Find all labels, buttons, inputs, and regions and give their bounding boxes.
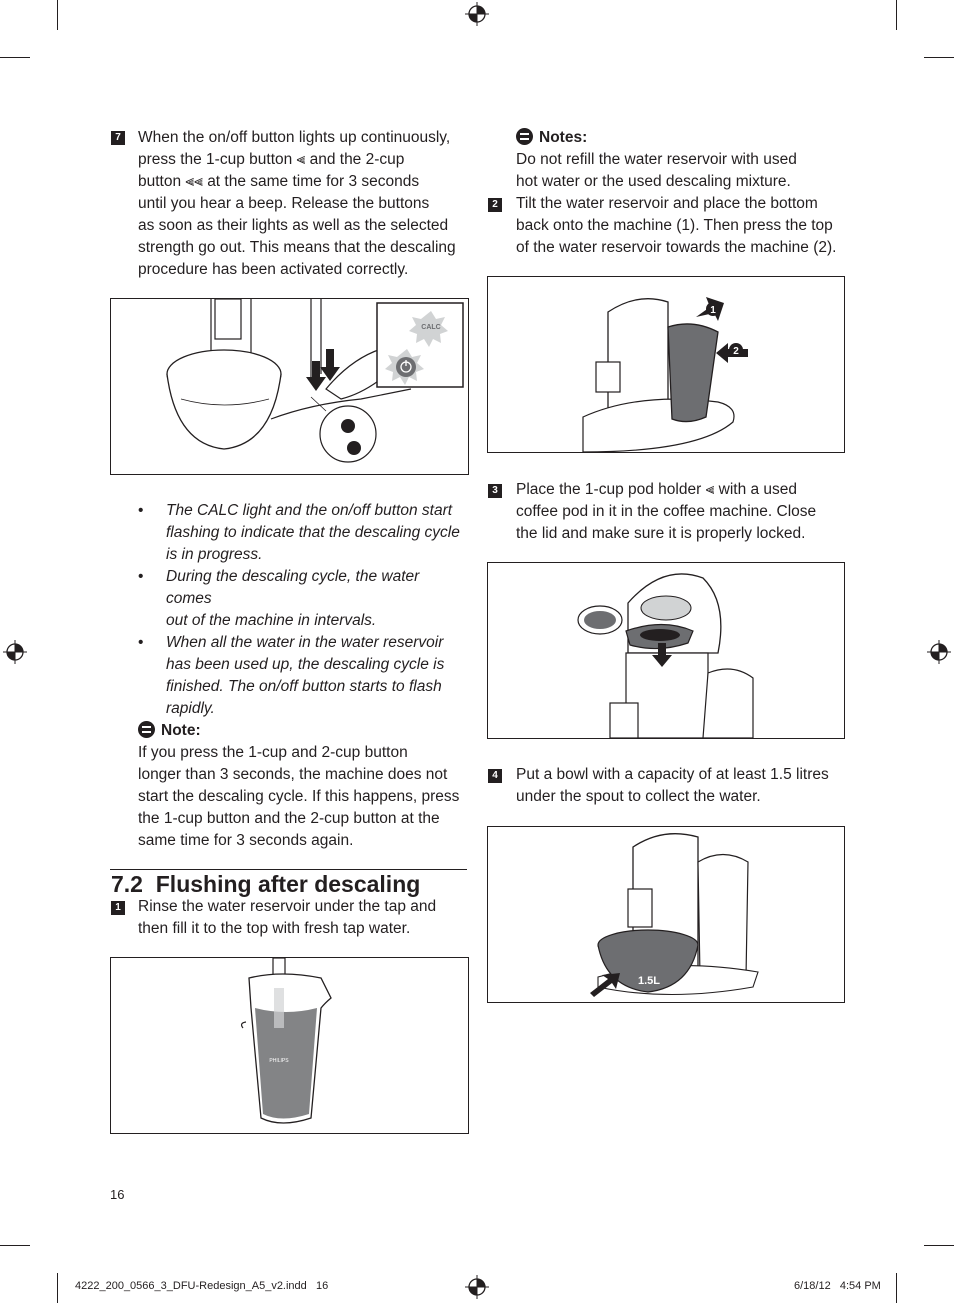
illustration-water-reservoir [110, 957, 469, 1134]
text-line: start the descaling cycle. If this happens, press [138, 788, 460, 805]
step-4-text [516, 764, 856, 808]
crop-mark [57, 1273, 58, 1303]
crop-mark [0, 57, 30, 58]
text-line: finished. The on/off button starts to flash [166, 678, 442, 695]
step-number-badge: 1 [111, 901, 125, 915]
text-line: When all the water in the water reservoir [166, 634, 444, 651]
text-line: out of the machine in intervals. [166, 612, 377, 629]
illustration-reservoir-placement [487, 276, 845, 453]
notes-heading [516, 127, 856, 149]
text-line: If you press the 1-cup and 2-cup button [138, 744, 408, 761]
text-line: then fill it to the top with fresh tap water. [138, 920, 411, 937]
crop-mark [924, 57, 954, 58]
capacity-label: 1.5L [638, 975, 661, 987]
text-line: strength go out. This means that the descaling [138, 239, 456, 256]
text-line: coffee pod in it in the coffee machine. Close [516, 503, 817, 520]
footer-filename: 4222_200_0566_3_DFU-Redesign_A5_v2.indd 16 [75, 1280, 329, 1292]
list-item [138, 632, 468, 720]
text-line: Put a bowl with a capacity of at least 1.5 litres [516, 766, 829, 783]
text-line: Place the 1-cup pod holder ⫷ with a used [516, 481, 798, 498]
text-line: Rinse the water reservoir under the tap and [138, 898, 437, 915]
text-line: procedure has been activated correctly. [138, 261, 409, 278]
footer-timestamp: 6/18/12 4:54 PM [794, 1280, 881, 1292]
bullet-icon: • [138, 568, 144, 585]
registration-mark-icon [3, 640, 27, 664]
text-line: of the water reservoir towards the machine (2). [516, 239, 837, 256]
crop-mark [924, 1245, 954, 1246]
note-block [138, 720, 478, 852]
illustration-pod-holder [487, 562, 845, 739]
text-line: longer than 3 seconds, the machine does not [138, 766, 448, 783]
calc-label: CALC [421, 324, 441, 331]
section-title: 7.2 Flushing after descaling [111, 871, 421, 897]
step-1-text [138, 896, 478, 940]
notes-text [516, 149, 856, 193]
text-line: press the 1-cup button ⫷ and the 2-cup [138, 151, 405, 168]
text-line: as soon as their lights as well as the selected [138, 217, 449, 234]
step-3-text [516, 479, 856, 545]
registration-mark-icon [465, 1275, 489, 1299]
text-line: rapidly. [166, 700, 215, 717]
step-number-badge: 4 [488, 769, 502, 783]
text-line: the 1-cup button and the 2-cup button at the [138, 810, 440, 827]
registration-mark-icon [465, 2, 489, 26]
notes-heading-label: Notes: [539, 129, 588, 146]
step-number-badge: 3 [488, 484, 502, 498]
illustration-bowl-under-spout [487, 826, 845, 1003]
marker-label: 1 [710, 305, 716, 316]
notes-block [516, 127, 856, 193]
text-line: until you hear a beep. Release the buttons [138, 195, 430, 212]
crop-mark [896, 1273, 897, 1303]
step-number-badge: 7 [111, 131, 125, 145]
progress-bullet-list [138, 500, 468, 720]
crop-mark [896, 0, 897, 30]
text-line: Tilt the water reservoir and place the bottom [516, 195, 818, 212]
text-line: button ⫷⫷ at the same time for 3 seconds [138, 173, 420, 190]
text-line: During the descaling cycle, the water comes [166, 568, 420, 607]
note-heading [138, 720, 478, 742]
registration-mark-icon [927, 640, 951, 664]
text-line: hot water or the used descaling mixture. [516, 173, 791, 190]
note-icon [138, 721, 155, 738]
page-number: 16 [110, 1187, 125, 1202]
text-line: has been used up, the descaling cycle is [166, 656, 445, 673]
text-line: same time for 3 seconds again. [138, 832, 354, 849]
marker-label: 2 [733, 346, 739, 357]
list-item [138, 566, 468, 632]
text-line: Do not refill the water reservoir with used [516, 151, 797, 168]
illustration-descaling-start [110, 298, 469, 475]
note-heading-label: Note: [161, 722, 201, 739]
bullet-icon: • [138, 502, 144, 519]
note-text [138, 742, 478, 852]
text-line: back onto the machine (1). Then press the top [516, 217, 833, 234]
list-item [138, 500, 468, 566]
text-line: the lid and make sure it is properly locked. [516, 525, 806, 542]
bullet-icon: • [138, 634, 144, 651]
step-7-text [138, 127, 478, 281]
crop-mark [0, 1245, 30, 1246]
step-2-text [516, 193, 856, 259]
text-line: The CALC light and the on/off button start [166, 502, 453, 519]
text-line: flashing to indicate that the descaling cycle [166, 524, 460, 541]
step-number-badge: 2 [488, 198, 502, 212]
note-icon [516, 128, 533, 145]
crop-mark [57, 0, 58, 30]
text-line: When the on/off button lights up continuously, [138, 129, 451, 146]
brand-label: PHILIPS [269, 1058, 289, 1064]
text-line: under the spout to collect the water. [516, 788, 761, 805]
text-line: is in progress. [166, 546, 263, 563]
